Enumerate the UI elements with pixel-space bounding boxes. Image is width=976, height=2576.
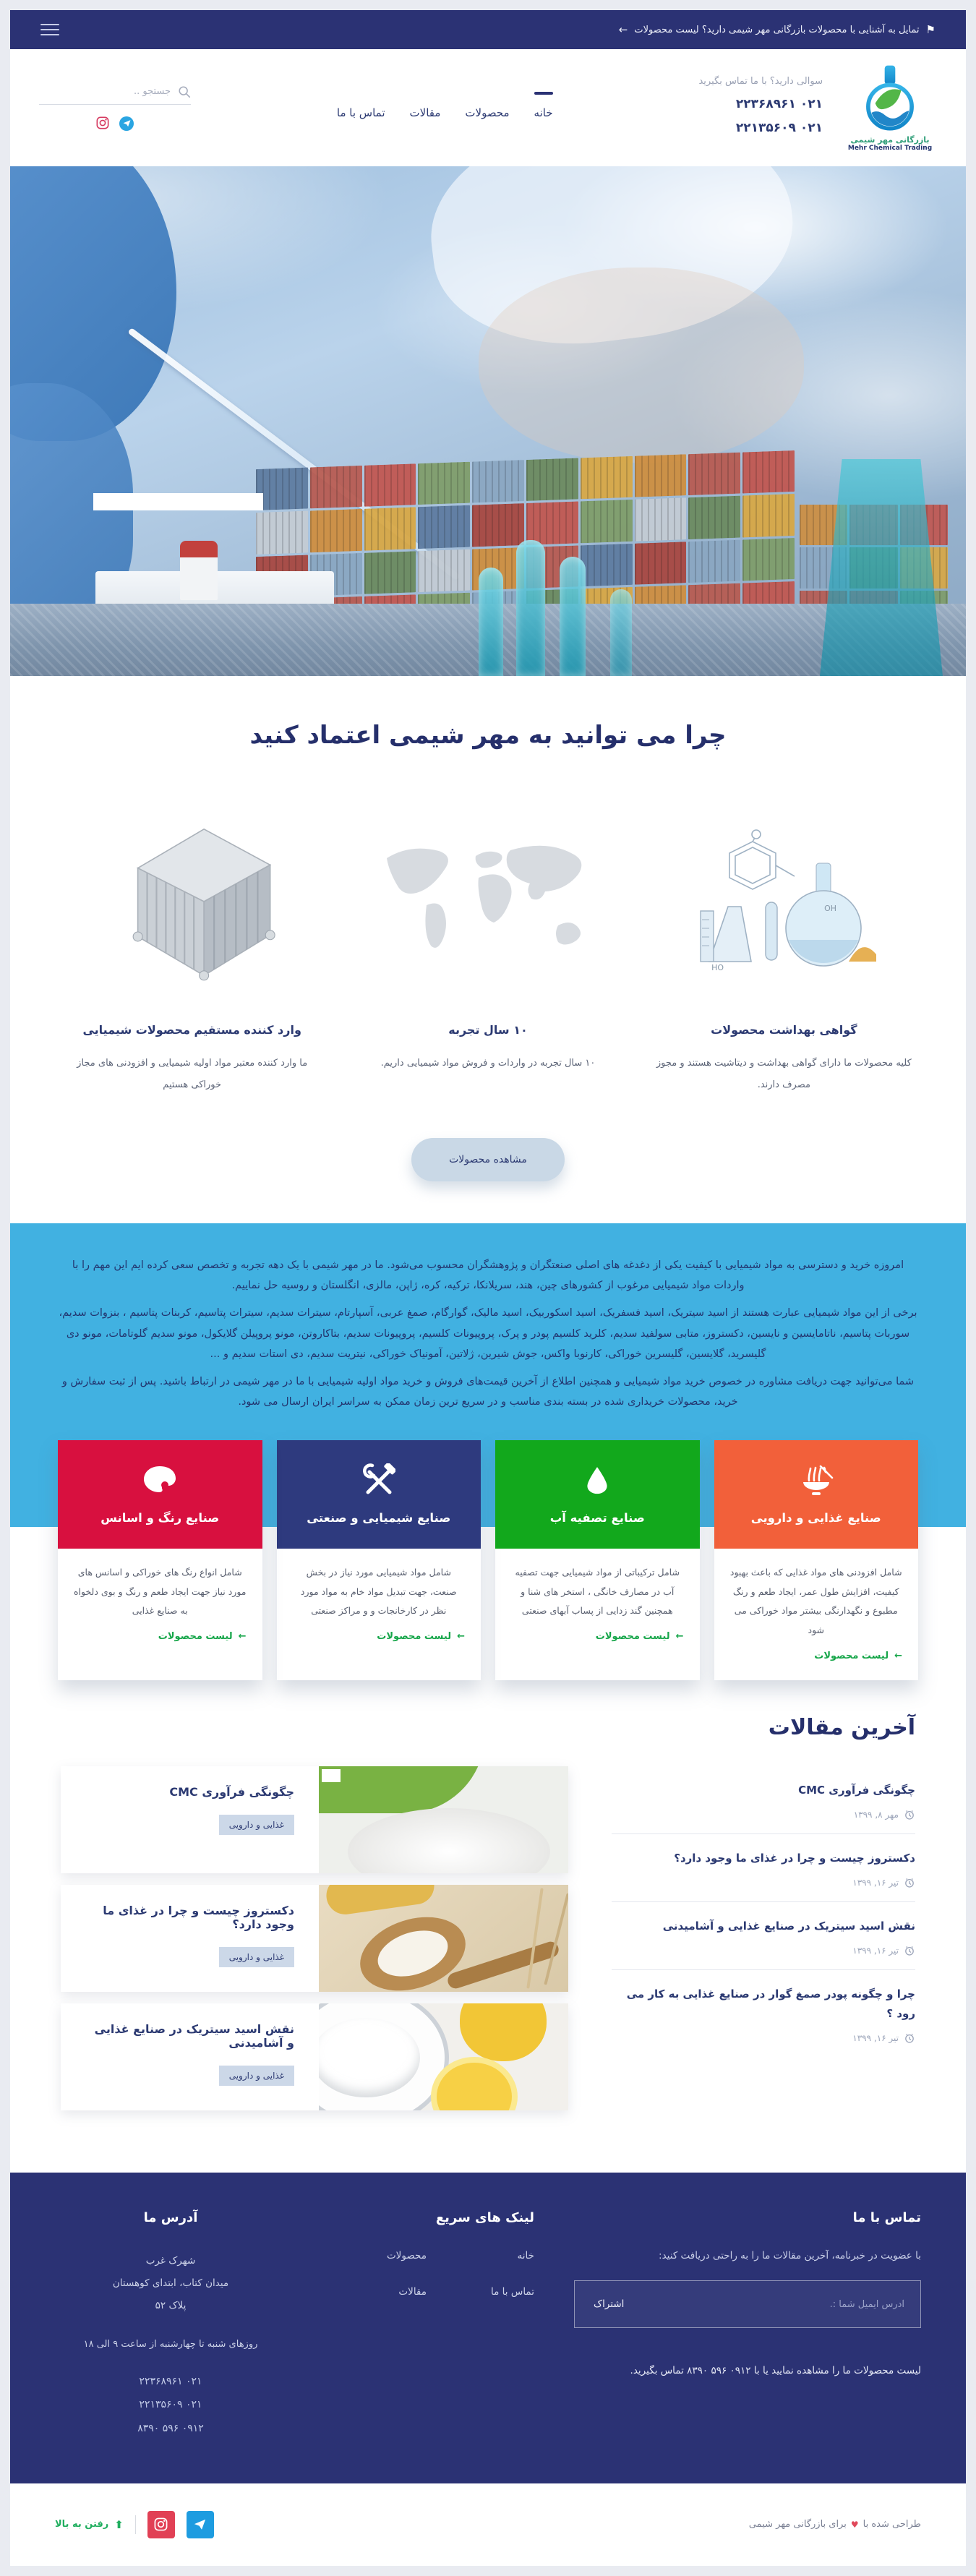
category-products-link[interactable]: ← لیست محصولات [158,1631,247,1643]
dextrose-spoon-photo [319,1885,568,1992]
sidebar-article-title[interactable]: نقش اسید سیتریک در صنایع غذایی و آشامیدنی [662,1920,915,1933]
category-title: صنایع شیمیایی و صنعتی [307,1511,451,1526]
nav-item-contact[interactable]: تماس با ما [336,106,385,119]
test-tube-art [516,540,545,676]
footer-address-column [55,2210,286,2440]
announcement-text: تمایل به آشنایی با محصولات بازرگانی مهر شیمی دارید؟ لیست محصولات [634,24,920,35]
palette-icon [142,1463,177,1497]
category-text: شامل انواع رنگ های خوراکی و اسانس های مورد نیاز جهت ایجاد طعم و رنگ و بوی دلخواه به صنایع غذایی [74,1566,247,1617]
article-date: مهر ۸, ۱۳۹۹ [853,1810,899,1820]
category-card-colors-essences[interactable] [58,1440,262,1681]
footer-link-home[interactable]: خانه [517,2250,534,2262]
category-text: شامل مواد شیمیایی مورد نیاز در بخش صنعت، جهت تبدیل مواد خام به مواد مورد نظر در کارخانجات و و مراکز صنعتی [300,1566,457,1617]
scientist-face-art [479,268,804,463]
newsletter-box [574,2280,921,2328]
bottom-bar [10,2483,966,2566]
sidebar-article[interactable] [612,1902,915,1970]
intro-band [10,1223,966,1680]
category-text: شامل افزودنی های مواد غذایی که باعث بهبود کیفیت، افزایش طول عمر، ایجاد طعم و رنگ مطبوع و نگهدارنگی بیشتر مواد خوراکی می شود [729,1566,902,1636]
citric-acid-lemon-photo [319,2003,568,2110]
search-icon[interactable] [178,85,191,98]
address-line: پلاک ۵۲ [155,2300,187,2312]
main-nav [337,96,553,119]
article-title[interactable]: نقش اسید سیتریک در صنایع غذایی و آشامیدنی [94,2022,294,2050]
clock-icon [904,1809,915,1820]
shipping-container-illustration [61,793,323,1010]
chemistry-flasks-illustration [653,793,915,1010]
logo-title-fa: بازرگانی مهر شیمی [850,134,930,145]
feature-direct-importer [61,793,323,1096]
clock-icon [904,1877,915,1888]
address-title: آدرس ما [143,2210,198,2226]
hero-banner [10,166,966,676]
trust-section [10,676,966,1223]
article-category-badge[interactable]: غذایی و دارویی [219,1815,294,1835]
footer-phone-3[interactable]: ۰۹۱۲ ۵۹۶ ۸۳۹۰ [137,2422,204,2434]
category-title: صنایع تصفیه آب [549,1511,645,1526]
nav-item-home[interactable]: خانه [534,96,553,119]
footer-phone-2[interactable]: ۰۲۱ ۲۲۱۳۵۶۰۹ [139,2399,202,2411]
arrow-left-icon: ← [238,1631,247,1643]
ship-smokestack-art [180,541,218,600]
instagram-icon[interactable] [96,116,109,129]
search-input[interactable] [39,86,171,97]
test-tube-art [610,589,632,676]
category-title: صنایع غذایی و دارویی [750,1511,881,1526]
feature-text: ۱۰ سال تجربه در واردات و فروش مواد شیمیایی داریم. [380,1058,596,1069]
back-to-top-link[interactable]: ⬆ رفتن به بالا [55,2517,124,2531]
articles-list [61,1766,568,2122]
tools-icon [362,1463,395,1497]
logo-title-en: Mehr Chemical Trading [847,144,933,152]
header-contact [698,76,823,140]
footer-contact-title: تماس با ما [852,2210,921,2226]
category-products-link[interactable]: ← لیست محصولات [377,1631,465,1643]
feature-text: ما وارد کننده معتبر مواد اولیه شیمیایی و افزودنی های مجاز خوراکی هستیم [77,1058,308,1090]
footer-contact-column [574,2210,921,2440]
trust-title: چرا می توانید به مهر شیمی اعتماد کنید [249,721,727,750]
sidebar-article[interactable] [612,1970,915,2057]
footer-phone-1[interactable]: ۰۲۱ ۲۲۳۶۸۹۶۱ [139,2376,202,2388]
footer-link-contact[interactable]: تماس با ما [491,2286,534,2298]
phone-number-2[interactable]: ۰۲۱ ۲۲۱۳۵۶۰۹ [735,120,823,135]
feature-title: وارد کننده مستقیم محصولات شیمیایی [82,1023,301,1037]
site-header [10,49,966,166]
clock-icon [904,2032,915,2044]
logo[interactable] [843,64,937,152]
newsletter-email-input[interactable] [643,2281,920,2327]
article-category-badge[interactable]: غذایی و دارویی [219,1947,294,1967]
article-date: تیر ۱۶, ۱۳۹۹ [852,1946,899,1956]
site-footer [10,2173,966,2483]
category-products-link[interactable]: ← لیست محصولات [814,1651,902,1662]
clock-icon [904,1945,915,1956]
article-card[interactable] [61,1766,568,1873]
up-arrow-icon: ⬆ [114,2517,124,2531]
flag-icon: ⚑ [925,23,936,36]
food-bowl-icon [799,1463,834,1497]
category-card-food-pharma[interactable] [714,1440,919,1681]
water-drop-icon [585,1463,609,1497]
article-title[interactable]: چگونگی فرآوری CMC [169,1785,294,1800]
world-map-illustration [356,793,619,1010]
test-tube-art [479,568,503,676]
arrow-left-icon: ← [675,1631,684,1643]
feature-experience [356,793,619,1074]
address-line: شهرک غرب [145,2255,196,2267]
intro-paragraph: امروزه خرید و دسترسی به مواد شیمیایی با کیفیت یکی از دغدغه های اصلی صنعتگران و پژوهشگران محسوب می‌شود. ما در مهر شیمی با یک دهه تجربه و تخصص سعی کرده ایم این مهم را با واردات مواد شیمیایی مرغوب از کشورهای چین، هند، سریلانکا، ترکیه، کره، ژاپن، مالزی، انگلستان و روسیه حل نماییم. [72,1259,904,1292]
address-line: میدان کتاب، ابتدای کوهستان [112,2277,229,2290]
category-text: شامل ترکیباتی از مواد شیمیایی جهت تصفیه آب در مصارف خانگی ، استخر های شنا و همچنین گند زدایی از پساب آبهای صنعتی [515,1566,680,1617]
category-products-link[interactable]: ← لیست محصولات [595,1631,684,1643]
intro-paragraph: برخی از این مواد شیمیایی عبارت هستند از اسید سیتریک، اسید فسفریک، اسید اسکوربیک، اسید مالیک، گوارگام، صمغ عربی، آسپارتام، سیترات سدیم، سیترات پتاسیم، کربنات پتاسیم ، بنزوات سدیم، سوربات پتاسیم، ناتامایسین و نایسین، دکستروز، متابی سولفید سدیم، کلرید کلسیم پودر و پرک، پروپیونات کلسیم، پروپیونات سدیم، بتاکاروتن، مونو پروپیلن گلایکول، مونو سدیم گلوتامات، مونو دی گلیسرید، گلایسین، گلیسرین خوراکی، کارنوبا واکس، جوش شیرین، ژلاتین، آمونیاک خوراکی، نیتریت سدیم، دی استات سدیم و ... [59,1307,917,1360]
arrow-left-icon: ← [894,1651,902,1662]
flask-logo-icon [863,64,917,134]
footer-link-products[interactable]: محصولات [386,2250,427,2262]
slider-caption-strip [93,493,263,510]
phone-number-1[interactable]: ۰۲۱ ۲۲۳۶۸۹۶۱ [735,97,823,112]
category-card-industrial-chemicals[interactable] [277,1440,481,1681]
quicklinks-title: لینک های سریع [435,2210,534,2226]
footer-link-articles[interactable]: مقالات [398,2286,427,2298]
design-credit: طراحی شده با ♥ برای بازرگانی مهر شیمی [748,2519,921,2530]
latest-articles-section [10,1708,966,2173]
article-category-badge[interactable]: غذایی و دارویی [219,2066,294,2086]
article-date: تیر ۱۶, ۱۳۹۹ [852,1878,899,1888]
arrow-left-icon: ← [618,23,628,36]
nav-item-articles[interactable]: مقالات [409,106,441,119]
category-title: صنایع رنگ و اسانس [100,1511,220,1526]
article-card[interactable] [61,2003,568,2110]
svg-text:OH: OH [824,904,837,913]
view-products-button[interactable]: مشاهده محصولات [411,1138,565,1181]
footer-quicklinks-column [326,2210,534,2440]
search-area [39,85,191,131]
svg-text:HO: HO [711,963,724,972]
telegram-icon[interactable] [187,2511,214,2538]
sidebar-article[interactable] [612,1766,915,1834]
arrow-left-icon: ← [457,1631,465,1643]
newsletter-subscribe-button[interactable]: اشتراک [575,2281,643,2327]
sidebar-article-title[interactable]: چگونگی فرآوری CMC [798,1784,915,1797]
announcement[interactable] [619,23,936,36]
newsletter-label: با عضویت در خبرنامه، آخرین مقالات ما را به راحتی دریافت کنید: [659,2250,921,2262]
top-announcement-bar [10,10,966,49]
telegram-icon[interactable] [119,116,134,131]
feature-title: گواهی بهداشت محصولات [711,1023,857,1037]
nav-item-products[interactable]: محصولات [465,106,510,119]
hamburger-menu-icon[interactable] [40,20,59,39]
test-tube-art [560,557,586,676]
cmc-powder-photo [319,1766,568,1873]
feature-text: کلیه محصولات ما دارای گواهی بهداشت و دیتاشیت هستند و مجوز مصرف دارند. [656,1058,912,1090]
contact-label: سوالی دارید؟ با ما تماس بگیرید [698,76,823,87]
category-card-water-treatment[interactable] [495,1440,700,1681]
article-title[interactable]: دکستروز چیست و چرا در غذای ما وجود دارد؟ [103,1904,294,1932]
footer-note: لیست محصولات ما را مشاهده نمایید یا با ۰۹۱۲ ۵۹۶ ۸۳۹۰ تماس بگیرید. [630,2365,921,2377]
working-hours: روزهای شنبه تا چهارشنبه از ساعت ۹ الی ۱۸ [83,2339,258,2350]
category-cards [58,1420,918,1681]
articles-sidebar [612,1766,915,2122]
sidebar-article-title[interactable]: چرا و چگونه پودر صمغ گوار در صنایع غذایی به کار می رود ؟ [626,1987,915,2021]
sidebar-article[interactable] [612,1834,915,1902]
heart-icon: ♥ [850,2519,859,2530]
intro-paragraph: شما می‌توانید جهت دریافت مشاوره در خصوص خرید مواد شیمیایی و همچنین اطلاع از آخرین قیمت‌های فروش و خرید مواد اولیه شیمیایی با ما در مهر شیمی در ارتباط باشید. پس از ثبت سفارش و خرید، محصولات خریداری شده در بسته بندی مناسب و در سریع ترین زمان ممکن به سراسر ایران ارسال می شود. [61,1376,915,1408]
article-card[interactable] [61,1885,568,1992]
article-date: تیر ۱۶, ۱۳۹۹ [852,2033,899,2044]
feature-title: ۱۰ سال تجربه [448,1023,528,1037]
instagram-icon[interactable] [147,2511,175,2538]
feature-health-certificate [653,793,915,1096]
divider [135,2515,136,2534]
sidebar-article-title[interactable]: دکستروز چیست و چرا در غذای ما وجود دارد؟ [674,1852,915,1865]
articles-title: آخرین مقالات [768,1715,915,1741]
